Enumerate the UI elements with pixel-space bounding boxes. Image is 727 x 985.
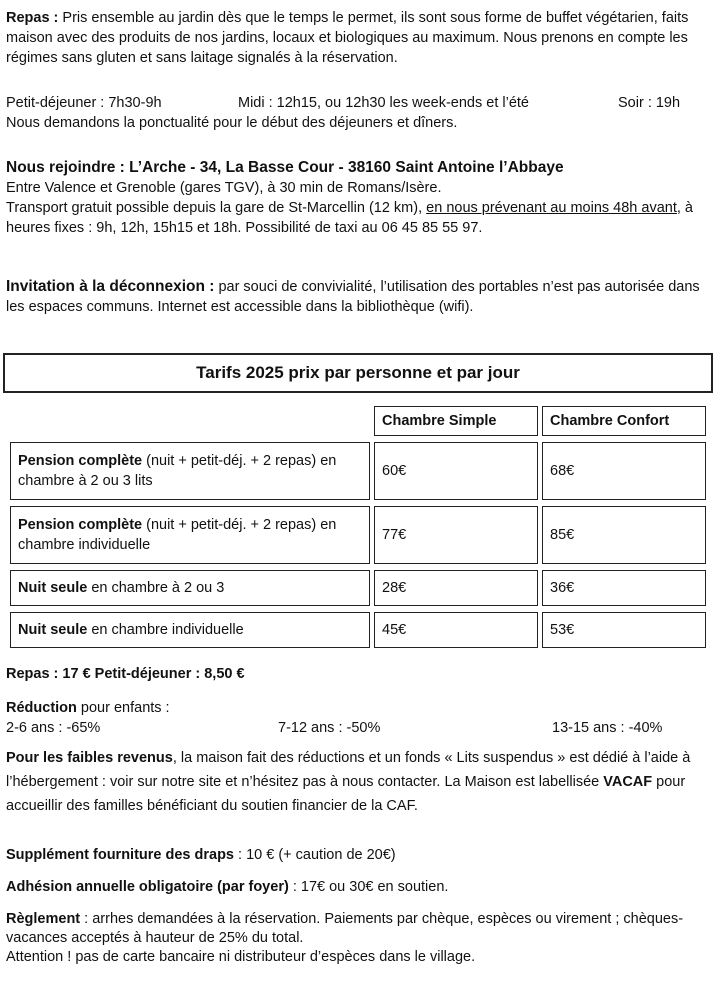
repas-label-sep: : bbox=[49, 10, 59, 26]
reglement-label: Règlement bbox=[6, 911, 81, 927]
table-row bbox=[10, 570, 706, 606]
price-confort: 53€ bbox=[542, 612, 706, 648]
horaire-soir: Soir : 19h bbox=[618, 95, 681, 111]
draps-label: Supplément fourniture des draps bbox=[6, 847, 234, 863]
row-label bbox=[10, 506, 370, 564]
table-row bbox=[10, 506, 706, 564]
adhesion-label: Adhésion annuelle obligatoire (par foyer) bbox=[6, 879, 289, 895]
row-label-bold: Pension complète bbox=[18, 453, 143, 469]
reduction-label: Réduction bbox=[6, 700, 77, 716]
draps-line bbox=[6, 845, 718, 865]
tarifs-title: Tarifs 2025 prix par personne et par jour bbox=[3, 353, 713, 393]
adhesion-text: : 17€ ou 30€ en soutien. bbox=[288, 879, 449, 895]
invitation-paragraph bbox=[6, 277, 718, 317]
draps-text: : 10 € (+ caution de 20€) bbox=[234, 847, 396, 863]
reduction-age-2-6: 2-6 ans : -65% bbox=[6, 720, 101, 736]
price-confort: 36€ bbox=[542, 570, 706, 606]
row-label-bold: Nuit seule bbox=[18, 622, 88, 638]
row-label bbox=[10, 442, 370, 500]
rejoindre-label: Nous rejoindre : L’Arche - 34, La Basse Cour - 38160 Saint Antoine l’Abbaye bbox=[6, 159, 564, 176]
reduction-block bbox=[6, 698, 718, 738]
row-label-rest: en chambre à 2 ou 3 bbox=[87, 580, 225, 596]
price-simple: 77€ bbox=[374, 506, 538, 564]
row-label-bold: Nuit seule bbox=[18, 580, 88, 596]
rejoindre-line1: Entre Valence et Grenoble (gares TGV), à 30 min de Romans/Isère. bbox=[6, 180, 442, 196]
faibles-revenus-paragraph bbox=[6, 746, 718, 818]
meal-prices-row bbox=[6, 664, 718, 684]
row-label-rest: (nuit + petit-déj. + 2 repas) en chambre à 2 ou 3 lits bbox=[18, 453, 337, 489]
repas-text: Pris ensemble au jardin dès que le temps le permet, ils sont sous forme de buffet végétarien, faits maison avec des produits de nos jardins, locaux et biologiques au maximum. Nous prenons en compte les régimes sans gluten et sans laitage signalés à la réservation. bbox=[6, 10, 689, 66]
table-row bbox=[10, 612, 706, 648]
price-simple: 45€ bbox=[374, 612, 538, 648]
row-label bbox=[10, 612, 370, 648]
petit-dej-prix: Petit-déjeuner : 8,50 € bbox=[94, 666, 245, 682]
reduction-rest: pour enfants : bbox=[76, 700, 170, 716]
reglement-paragraph bbox=[6, 910, 718, 967]
repas-prix: Repas : 17 € bbox=[6, 666, 91, 682]
reduction-ages bbox=[6, 718, 718, 738]
faibles-text2: pour accueillir des familles bénéficiant du soutien financier de la CAF. bbox=[6, 774, 686, 814]
rejoindre-line2-text: Transport gratuit possible depuis la gare de St-Marcellin (12 km), bbox=[6, 200, 427, 216]
horaires-block bbox=[6, 93, 718, 133]
col-chambre-simple: Chambre Simple bbox=[374, 406, 538, 436]
row-label-rest: en chambre individuelle bbox=[87, 622, 244, 638]
table-row bbox=[10, 442, 706, 500]
horaire-petit-dej: Petit-déjeuner : 7h30-9h bbox=[6, 95, 162, 111]
invitation-text: par souci de convivialité, l’utilisation des portables n’est pas autorisée dans les espaces communs. Internet est accessible dans la bibliothèque (wifi). bbox=[6, 279, 700, 315]
vacaf-label: VACAF bbox=[603, 774, 653, 790]
invitation-label: Invitation à la déconnexion : bbox=[6, 278, 215, 295]
reglement-text: : arrhes demandées à la réservation. Paiements par chèque, espèces ou virement ; chèques-vacances acceptés à hauteur de 25% du total. bbox=[6, 911, 684, 946]
row-label-bold: Pension complète bbox=[18, 517, 143, 533]
horaire-midi: Midi : 12h15, ou 12h30 les week-ends et l’été bbox=[238, 95, 529, 111]
row-label bbox=[10, 570, 370, 606]
repas-label: Repas bbox=[6, 10, 50, 26]
reduction-age-7-12: 7-12 ans : -50% bbox=[278, 720, 381, 736]
price-simple: 28€ bbox=[374, 570, 538, 606]
ponctualite-text: Nous demandons la ponctualité pour le début des déjeuners et dîners. bbox=[6, 115, 458, 131]
row-label-rest: (nuit + petit-déj. + 2 repas) en chambre individuelle bbox=[18, 517, 337, 553]
repas-paragraph bbox=[6, 8, 718, 68]
tarifs-table bbox=[6, 400, 710, 654]
price-simple: 60€ bbox=[374, 442, 538, 500]
tarifs-header-empty bbox=[10, 406, 370, 436]
rejoindre-notice-underlined: en nous prévenant au moins 48h avant bbox=[426, 200, 677, 216]
price-confort: 68€ bbox=[542, 442, 706, 500]
price-confort: 85€ bbox=[542, 506, 706, 564]
faibles-label: Pour les faibles revenus bbox=[6, 750, 173, 766]
adhesion-line bbox=[6, 877, 718, 897]
reduction-age-13-15: 13-15 ans : -40% bbox=[552, 720, 663, 736]
tarifs-header-row bbox=[10, 406, 706, 436]
horaires-row bbox=[6, 93, 718, 113]
faibles-text1: , la maison fait des réductions et un fonds « Lits suspendus » est dédié à l’aide à l’hébergement : voir sur notre site et n’hésitez pas à nous contacter. La Maison est labellisée bbox=[6, 750, 691, 790]
rejoindre-paragraph bbox=[6, 158, 718, 238]
col-chambre-confort: Chambre Confort bbox=[542, 406, 706, 436]
rejoindre-line2 bbox=[6, 198, 718, 238]
attention-text: Attention ! pas de carte bancaire ni distributeur d’espèces dans le village. bbox=[6, 949, 476, 965]
meal-prices-line bbox=[6, 664, 718, 684]
rejoindre-line2-end: , à heures fixes : 9h, 12h, 15h15 et 18h. Possibilité de taxi au 06 45 85 55 97. bbox=[6, 200, 693, 236]
